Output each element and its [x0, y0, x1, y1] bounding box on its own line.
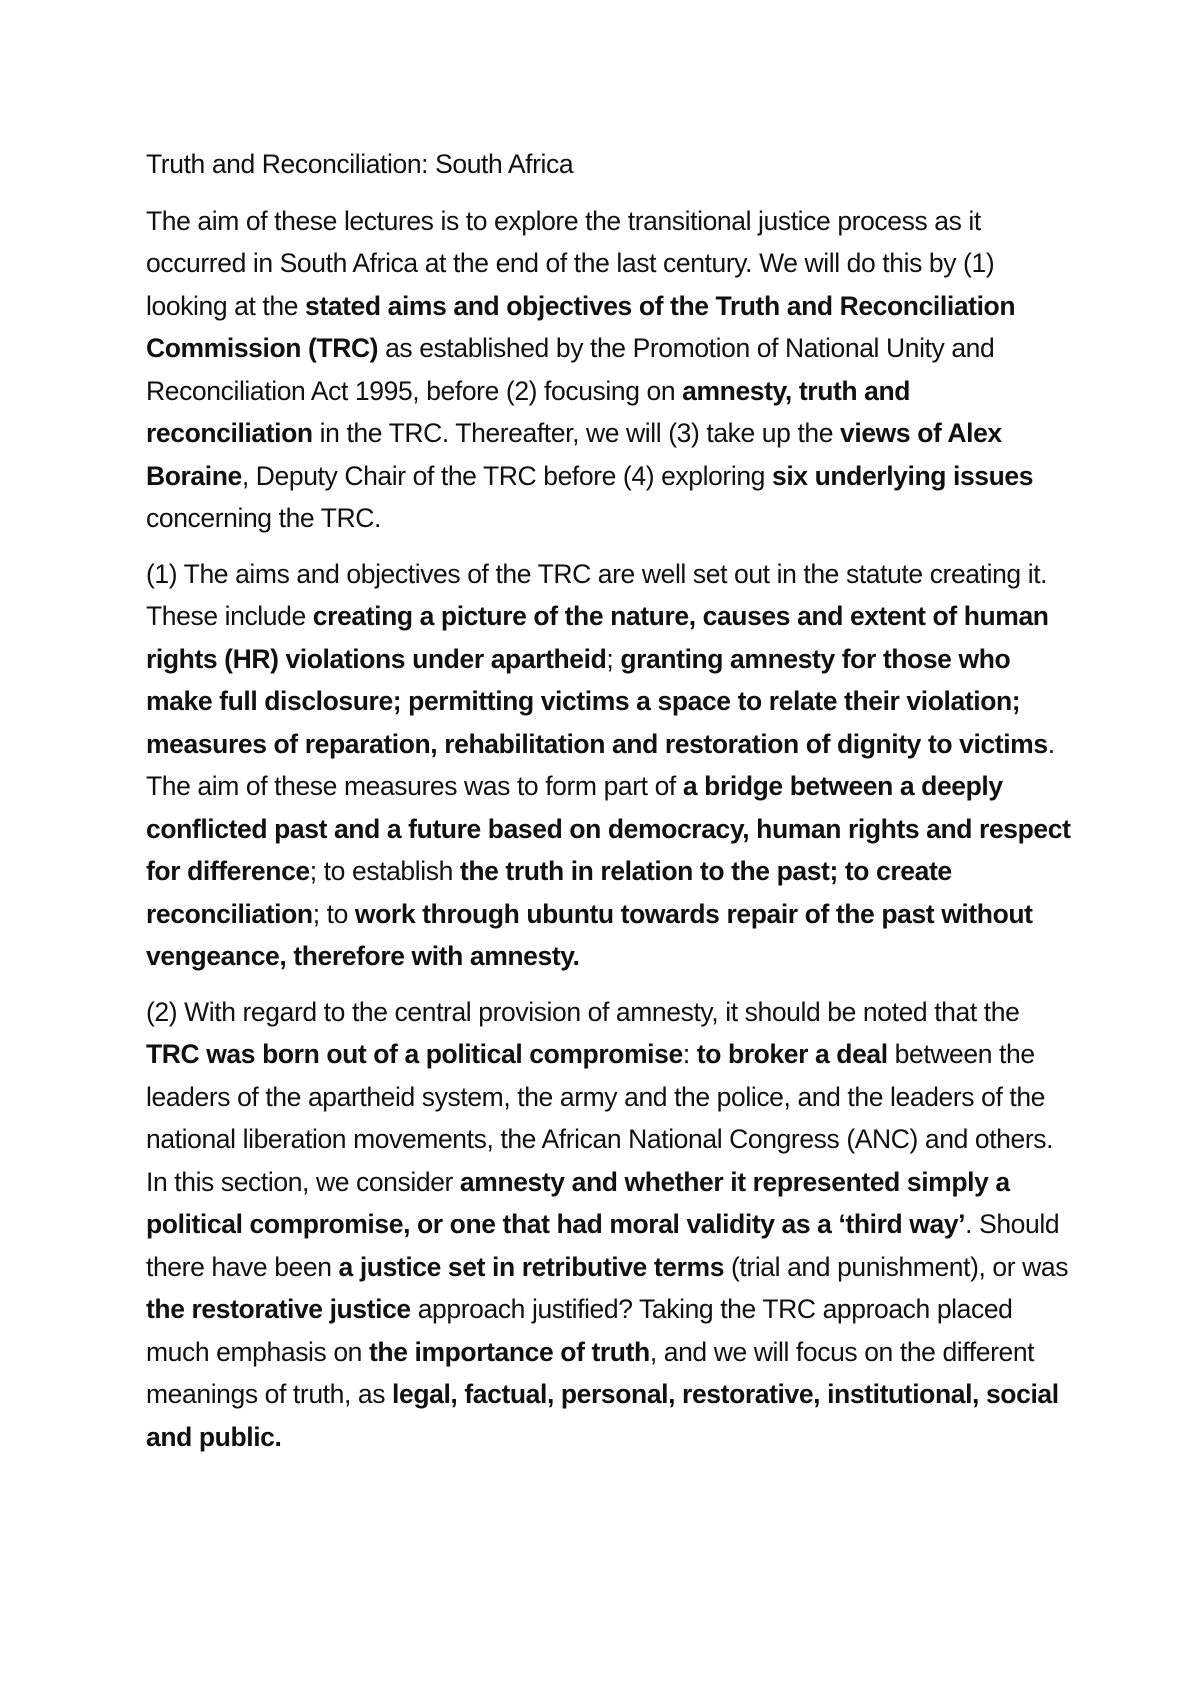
paragraph-aims-and-objectives — [146, 553, 1074, 978]
bold-text-run: creating a picture of the nature, causes and extent of human rights (HR) violations under apartheid — [146, 601, 1049, 674]
bold-text-run: the truth in relation to the past; to create reconciliation — [146, 856, 952, 929]
bold-text-run: granting amnesty for those who make full disclosure; permitting victims a space to relate their violation; measures of reparation, rehabilitation and restoration of dignity to victims — [146, 643, 1048, 759]
bold-text-run: the restorative justice — [146, 1294, 411, 1324]
text-run: ; — [606, 643, 621, 674]
bold-text-run: stated aims and objectives of the Truth and Reconciliation Commission (TRC) — [146, 290, 1016, 363]
text-run: in the TRC. Thereafter, we will (3) take up the — [312, 418, 841, 448]
bold-text-run: amnesty, truth and reconciliation — [146, 375, 911, 448]
text-run: The aim of these lectures is to explore the transitional justice process as it occurred in South Africa at the end of the last century. We will do this by (1) looking at the — [146, 205, 995, 321]
paragraph-introduction — [146, 200, 1074, 540]
text-run: ; to — [312, 898, 355, 929]
document-title: Truth and Reconciliation: South Africa — [146, 149, 574, 179]
bold-text-run: legal, factual, personal, restorative, institutional, social and public. — [146, 1379, 1059, 1452]
text-run: . The aim of these measures was to form part of — [146, 728, 1055, 801]
bold-text-run: TRC was born out of a political compromise — [146, 1039, 683, 1069]
text-run: approach justified? Taking the TRC approach placed much emphasis on — [146, 1294, 1013, 1367]
text-run: concerning the TRC. — [146, 503, 381, 533]
bold-text-run: views of Alex Boraine — [146, 418, 1002, 491]
bold-text-run: a justice set in retributive terms — [338, 1251, 725, 1282]
text-run: as established by the Promotion of National Unity and Reconciliation Act 1995, before (2) focusing on — [146, 333, 995, 406]
text-run: : — [682, 1039, 697, 1069]
text-run: ; to establish — [309, 856, 460, 886]
bold-text-run: work through ubuntu towards repair of the past without vengeance, therefore with amnesty. — [146, 898, 1033, 971]
text-run: , and we will focus on the different meanings of truth, as — [146, 1336, 1035, 1409]
bold-text-run: a bridge between a deeply conflicted past and a future based on democracy, human rights and respect for difference — [146, 771, 1071, 886]
text-run: (2) With regard to the central provision of amnesty, it should be noted that the — [146, 996, 1020, 1027]
text-run: (1) The aims and objectives of the TRC are well set out in the statute creating it. These include — [146, 558, 1048, 631]
text-run: (trial and punishment), or was — [724, 1251, 1069, 1282]
bold-text-run: six underlying issues — [771, 460, 1034, 491]
document-page — [146, 143, 1074, 1471]
text-run: , Deputy Chair of the TRC before (4) exploring — [241, 460, 772, 491]
bold-text-run: to broker a deal — [696, 1039, 888, 1069]
text-run: between the leaders of the apartheid system, the army and the police, and the leaders of the national liberation movements, the African National Congress (ANC) and others. In this section, we consider — [146, 1039, 1054, 1197]
text-run: . Should there have been — [146, 1209, 1060, 1282]
bold-text-run: the importance of truth — [368, 1336, 650, 1367]
paragraph-amnesty — [146, 991, 1074, 1459]
bold-text-run: amnesty and whether it represented simply a political compromise, or one that had moral validity as a ‘third way’ — [146, 1166, 1010, 1239]
